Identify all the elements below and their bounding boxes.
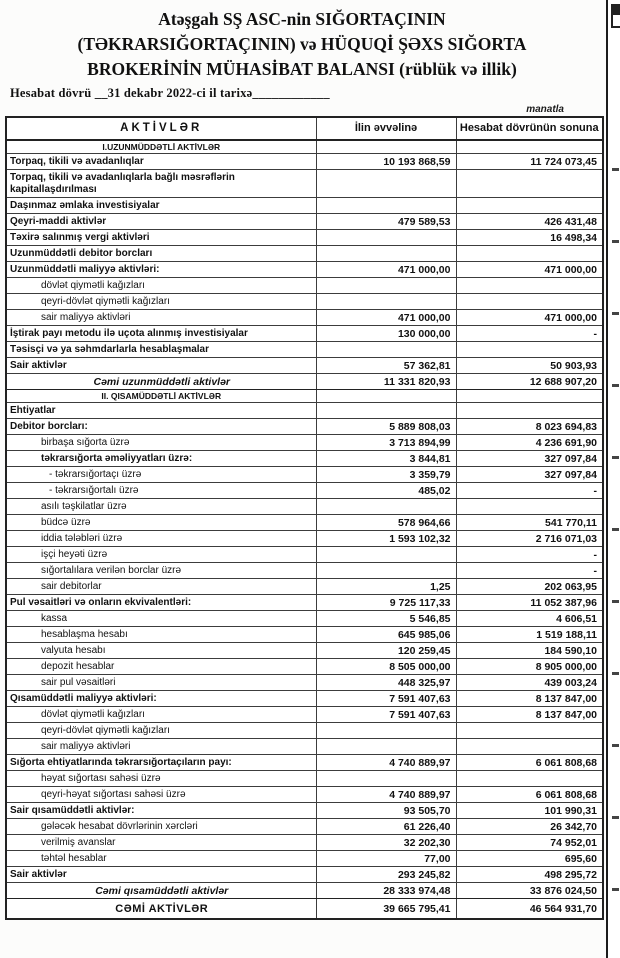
row-value-start: 1 593 102,32 — [316, 531, 456, 547]
row-value-end: 74 952,01 — [456, 835, 603, 851]
row-value-start — [316, 170, 456, 198]
table-row — [6, 358, 603, 374]
balance-sheet-table — [5, 116, 604, 920]
row-value-end: - — [456, 547, 603, 563]
row-value-end — [456, 739, 603, 755]
row-value-end: - — [456, 483, 603, 499]
row-value-end: - — [456, 563, 603, 579]
row-value-end: 6 061 808,68 — [456, 787, 603, 803]
row-label: - təkrarsığortaçı üzrə — [6, 467, 316, 483]
table-row — [6, 262, 603, 278]
row-value-end: 695,60 — [456, 851, 603, 867]
row-value-start: 1,25 — [316, 579, 456, 595]
row-label: Təsisçi və ya səhmdarlarla hesablaşmalar — [6, 342, 316, 358]
table-row — [6, 563, 603, 579]
row-label: Qısamüddətli maliyyə aktivləri: — [6, 691, 316, 707]
row-label: Sair aktivlər — [6, 867, 316, 883]
row-value-start: 39 665 795,41 — [316, 899, 456, 920]
row-value-start: 7 591 407,63 — [316, 691, 456, 707]
row-label: sair maliyyə aktivləri — [6, 739, 316, 755]
table-row — [6, 819, 603, 835]
row-value-end: 184 590,10 — [456, 643, 603, 659]
row-value-end — [456, 294, 603, 310]
row-value-start: 10 193 868,59 — [316, 154, 456, 170]
row-value-end: - — [456, 326, 603, 342]
row-value-start: 28 333 974,48 — [316, 883, 456, 899]
table-row — [6, 547, 603, 563]
row-value-start: 485,02 — [316, 483, 456, 499]
row-label: sair debitorlar — [6, 579, 316, 595]
row-value-start: 293 245,82 — [316, 867, 456, 883]
row-value-end — [456, 198, 603, 214]
row-value-end — [456, 403, 603, 419]
scan-edge-dashes — [612, 168, 619, 898]
title-line-1: Atəşgah SŞ ASC-nin SIĞORTAÇININ — [158, 9, 446, 29]
table-row — [6, 691, 603, 707]
row-label: iddia tələbləri üzrə — [6, 531, 316, 547]
row-label: asılı təşkilatlar üzrə — [6, 499, 316, 515]
row-value-end: 50 903,93 — [456, 358, 603, 374]
row-label: qeyri-dövlət qiymətli kağızları — [6, 294, 316, 310]
table-row — [6, 198, 603, 214]
row-value-start: 11 331 820,93 — [316, 374, 456, 390]
row-value-end: 541 770,11 — [456, 515, 603, 531]
row-label: qeyri-dövlət qiymətli kağızları — [6, 723, 316, 739]
table-row — [6, 483, 603, 499]
table-header-row — [6, 117, 603, 140]
column-header-period-start: İlin əvvəlinə — [316, 117, 456, 140]
row-value-end: 8 137 847,00 — [456, 691, 603, 707]
row-value-start: 479 589,53 — [316, 214, 456, 230]
row-label: - təkrarsığortalı üzrə — [6, 483, 316, 499]
title-line-3: BROKERİNİN MÜHASİBAT BALANSI (rüblük və illik) — [87, 59, 517, 79]
row-value-start: 61 226,40 — [316, 819, 456, 835]
table-row — [6, 739, 603, 755]
row-label: Cəmi qısamüddətli aktivlər — [6, 883, 316, 899]
row-label: depozit hesablar — [6, 659, 316, 675]
row-value-start: 130 000,00 — [316, 326, 456, 342]
row-value-end — [456, 390, 603, 403]
column-header-assets: AKTİVLƏR — [6, 117, 316, 140]
table-row — [6, 326, 603, 342]
row-value-start: 7 591 407,63 — [316, 707, 456, 723]
table-row — [6, 867, 603, 883]
table-row — [6, 154, 603, 170]
row-label: Torpaq, tikili və avadanlıqlar — [6, 154, 316, 170]
row-value-start: 3 844,81 — [316, 451, 456, 467]
table-row — [6, 342, 603, 358]
table-row — [6, 403, 603, 419]
title-line-2: (TƏKRARSIĞORTAÇININ) və HÜQUQİ ŞƏXS SIĞORTA — [77, 34, 527, 54]
row-value-start — [316, 563, 456, 579]
row-value-end: 327 097,84 — [456, 467, 603, 483]
table-row — [6, 659, 603, 675]
row-value-end: 426 431,48 — [456, 214, 603, 230]
row-value-end: 26 342,70 — [456, 819, 603, 835]
table-row — [6, 310, 603, 326]
row-value-start: 5 546,85 — [316, 611, 456, 627]
row-value-end: 33 876 024,50 — [456, 883, 603, 899]
table-row — [6, 803, 603, 819]
row-label: qeyri-həyat sığortası sahəsi üzrə — [6, 787, 316, 803]
scan-edge-artifact — [611, 4, 620, 28]
row-value-start — [316, 771, 456, 787]
table-row — [6, 374, 603, 390]
row-value-start — [316, 723, 456, 739]
row-label: həyat sığortası sahəsi üzrə — [6, 771, 316, 787]
table-row — [6, 755, 603, 771]
row-label: Ehtiyatlar — [6, 403, 316, 419]
row-value-end: 101 990,31 — [456, 803, 603, 819]
row-value-start: 578 964,66 — [316, 515, 456, 531]
row-value-end: 498 295,72 — [456, 867, 603, 883]
row-value-start — [316, 739, 456, 755]
row-label: işçi heyəti üzrə — [6, 547, 316, 563]
row-label: verilmiş avanslar — [6, 835, 316, 851]
table-row — [6, 835, 603, 851]
table-row — [6, 883, 603, 899]
table-row — [6, 390, 603, 403]
row-value-end: 11 052 387,96 — [456, 595, 603, 611]
row-value-start — [316, 547, 456, 563]
table-row — [6, 899, 603, 920]
scan-edge-strip — [606, 0, 620, 958]
row-label: Torpaq, tikili və avadanlıqlarla bağlı məsrəflərin kapitallaşdırılması — [6, 170, 316, 198]
row-value-end — [456, 342, 603, 358]
table-row — [6, 140, 603, 154]
row-label: Pul vəsaitləri və onların ekvivalentləri: — [6, 595, 316, 611]
row-value-end: 439 003,24 — [456, 675, 603, 691]
row-label: Debitor borcları: — [6, 419, 316, 435]
row-label: Qeyri-maddi aktivlər — [6, 214, 316, 230]
table-row — [6, 294, 603, 310]
row-label: sair maliyyə aktivləri — [6, 310, 316, 326]
row-value-end: 12 688 907,20 — [456, 374, 603, 390]
table-row — [6, 723, 603, 739]
row-value-end: 327 097,84 — [456, 451, 603, 467]
table-body — [6, 140, 603, 919]
row-value-start — [316, 140, 456, 154]
row-value-start: 4 740 889,97 — [316, 787, 456, 803]
row-value-start — [316, 294, 456, 310]
row-label: hesablaşma hesabı — [6, 627, 316, 643]
row-label: təhtəl hesablar — [6, 851, 316, 867]
row-value-end: 4 606,51 — [456, 611, 603, 627]
table-row — [6, 467, 603, 483]
row-value-start: 471 000,00 — [316, 262, 456, 278]
row-value-end — [456, 246, 603, 262]
table-row — [6, 771, 603, 787]
row-value-end: 471 000,00 — [456, 262, 603, 278]
row-value-start: 9 725 117,33 — [316, 595, 456, 611]
row-value-start: 77,00 — [316, 851, 456, 867]
row-value-end: 8 023 694,83 — [456, 419, 603, 435]
row-label: Sair aktivlər — [6, 358, 316, 374]
row-value-end — [456, 723, 603, 739]
row-value-end: 6 061 808,68 — [456, 755, 603, 771]
row-value-start: 3 713 894,99 — [316, 435, 456, 451]
row-value-end: 1 519 188,11 — [456, 627, 603, 643]
row-value-end: 4 236 691,90 — [456, 435, 603, 451]
row-value-end: 16 498,34 — [456, 230, 603, 246]
table-row — [6, 419, 603, 435]
table-row — [6, 531, 603, 547]
row-value-start — [316, 198, 456, 214]
table-row — [6, 707, 603, 723]
table-row — [6, 611, 603, 627]
row-label: kassa — [6, 611, 316, 627]
currency-note: manatla — [526, 104, 564, 115]
row-value-end: 2 716 071,03 — [456, 531, 603, 547]
row-value-start — [316, 230, 456, 246]
row-label: təkrarsığorta əməliyyatları üzrə: — [6, 451, 316, 467]
row-value-end — [456, 771, 603, 787]
row-label: Uzunmüddətli maliyyə aktivləri: — [6, 262, 316, 278]
row-value-start: 5 889 808,03 — [316, 419, 456, 435]
row-value-end: 8 905 000,00 — [456, 659, 603, 675]
table-row — [6, 787, 603, 803]
row-label: Cəmi uzunmüddətli aktivlər — [6, 374, 316, 390]
row-label: birbaşa sığorta üzrə — [6, 435, 316, 451]
row-label: Sair qısamüddətli aktivlər: — [6, 803, 316, 819]
row-value-start: 448 325,97 — [316, 675, 456, 691]
row-value-start: 8 505 000,00 — [316, 659, 456, 675]
row-label: Daşınmaz əmlaka investisiyalar — [6, 198, 316, 214]
row-value-start — [316, 342, 456, 358]
row-label: büdcə üzrə — [6, 515, 316, 531]
row-value-end: 11 724 073,45 — [456, 154, 603, 170]
row-label: dövlət qiymətli kağızları — [6, 278, 316, 294]
table-row — [6, 278, 603, 294]
row-label: Sığorta ehtiyatlarında təkrarsığortaçıların payı: — [6, 755, 316, 771]
row-value-start: 57 362,81 — [316, 358, 456, 374]
report-period: Hesabat dövrü __31 dekabr 2022-ci il tarixə____________ — [10, 86, 330, 100]
row-value-start — [316, 246, 456, 262]
row-value-end: 46 564 931,70 — [456, 899, 603, 920]
row-label: dövlət qiymətli kağızları — [6, 707, 316, 723]
document-title — [0, 0, 604, 82]
row-value-start: 4 740 889,97 — [316, 755, 456, 771]
column-header-period-end: Hesabat dövrünün sonuna — [456, 117, 603, 140]
row-value-end — [456, 140, 603, 154]
row-value-end — [456, 278, 603, 294]
table-row — [6, 435, 603, 451]
table-row — [6, 595, 603, 611]
row-label: Təxirə salınmış vergi aktivləri — [6, 230, 316, 246]
table-row — [6, 451, 603, 467]
row-label: Uzunmüddətli debitor borcları — [6, 246, 316, 262]
row-value-end: 8 137 847,00 — [456, 707, 603, 723]
row-value-end — [456, 170, 603, 198]
row-label: sığortalılara verilən borclar üzrə — [6, 563, 316, 579]
table-row — [6, 230, 603, 246]
row-value-start: 645 985,06 — [316, 627, 456, 643]
table-row — [6, 643, 603, 659]
row-label: sair pul vəsaitləri — [6, 675, 316, 691]
table-row — [6, 675, 603, 691]
table-row — [6, 170, 603, 198]
row-value-start: 120 259,45 — [316, 643, 456, 659]
row-value-end: 471 000,00 — [456, 310, 603, 326]
table-row — [6, 851, 603, 867]
row-value-start — [316, 403, 456, 419]
row-value-start: 32 202,30 — [316, 835, 456, 851]
row-value-end: 202 063,95 — [456, 579, 603, 595]
table-row — [6, 246, 603, 262]
row-value-start: 471 000,00 — [316, 310, 456, 326]
row-label: İştirak payı metodu ilə uçota alınmış investisiyalar — [6, 326, 316, 342]
row-value-start: 93 505,70 — [316, 803, 456, 819]
table-row — [6, 627, 603, 643]
row-value-start: 3 359,79 — [316, 467, 456, 483]
row-value-start — [316, 499, 456, 515]
table-row — [6, 214, 603, 230]
table-row — [6, 515, 603, 531]
row-label: gələcək hesabat dövrlərinin xərcləri — [6, 819, 316, 835]
row-value-start — [316, 390, 456, 403]
row-value-start — [316, 278, 456, 294]
row-label: CƏMİ AKTİVLƏR — [6, 899, 316, 920]
row-label: valyuta hesabı — [6, 643, 316, 659]
row-label: I.UZUNMÜDDƏTLİ AKTİVLƏR — [6, 140, 316, 154]
table-row — [6, 499, 603, 515]
table-row — [6, 579, 603, 595]
row-value-end — [456, 499, 603, 515]
row-label: II. QISAMÜDDƏTLİ AKTİVLƏR — [6, 390, 316, 403]
